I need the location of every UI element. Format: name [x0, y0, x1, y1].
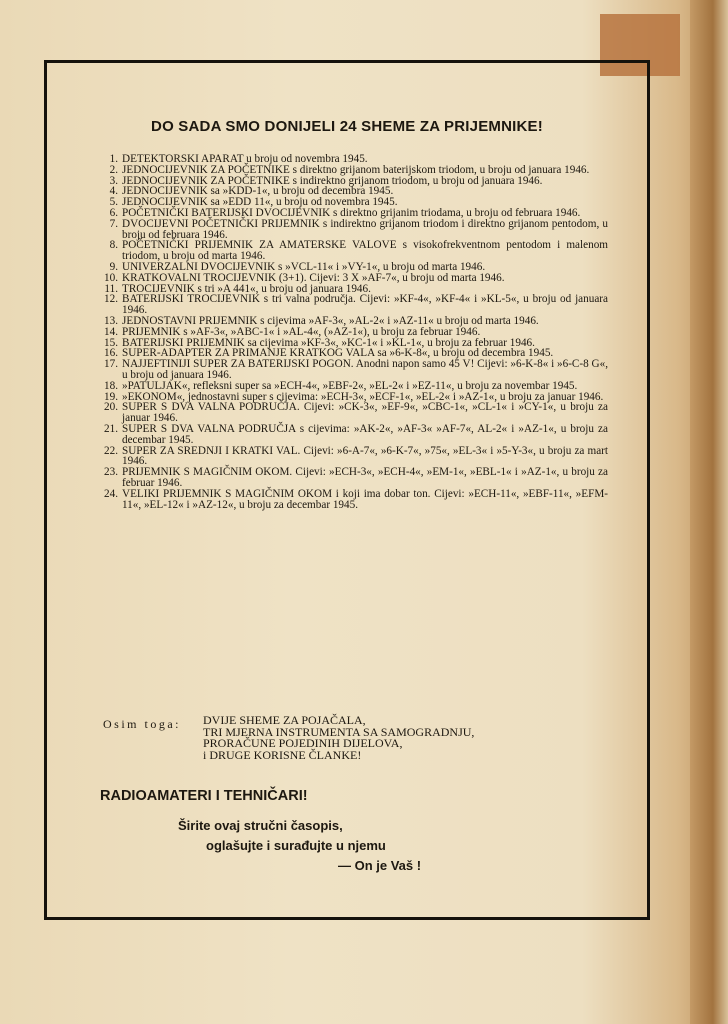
scheme-text: JEDNOCIJEVNIK sa »KDD-1«, u broju od decembra 1945. — [122, 185, 394, 198]
scheme-item — [96, 402, 608, 424]
scheme-item — [96, 294, 608, 316]
scheme-text: SUPER-ADAPTER ZA PRIMANJE KRATKOG VALA sa »6-K-8«, u broju od decembra 1945. — [122, 347, 554, 360]
scheme-number: 14. — [104, 325, 118, 338]
scheme-number: 5. — [109, 196, 118, 209]
scheme-item — [96, 359, 608, 381]
scheme-item — [96, 467, 608, 489]
scheme-number: 19. — [104, 390, 118, 403]
scheme-text: BATERIJSKI TROCIJEVNIK s tri valna područja. Cijevi: »KF-4«, »KF-4« i »KL-5«, u broju od januara 1946. — [122, 293, 608, 317]
promo-text — [178, 816, 508, 876]
scheme-text: DETEKTORSKI APARAT u broju od novembra 1945. — [122, 153, 368, 165]
scheme-text: PRIJEMNIK s »AF-3«, »ABC-1« i »AL-4«, (»AZ-1«), u broju za februar 1946. — [122, 325, 481, 338]
scheme-number: 23. — [104, 466, 118, 479]
scheme-text: »EKONOM«, jednostavni super s cijevima: »ECH-3«, »ECF-1«, »EL-2« i »AZ-1«, u broju za januar 1946. — [122, 390, 604, 403]
also-included-item: DVIJE SHEME ZA POJAČALA, — [203, 713, 366, 727]
scheme-text: NAJJEFTINIJI SUPER ZA BATERIJSKI POGON. Anodni napon samo 45 V! Cijevi: »6-K-8« i »6-C-8 G«, u broju od januara 1946. — [122, 358, 608, 381]
scheme-number: 6. — [109, 206, 118, 219]
scheme-item — [96, 446, 608, 468]
also-included-item: i DRUGE KORISNE ČLANKE! — [203, 747, 362, 762]
scheme-number: 17. — [104, 358, 118, 371]
scheme-text: SUPER S DVA VALNA PODRUČJA. Cijevi: »CK-3«, »EF-9«, »CBC-1«, »CL-1« i »CY-1«, u broju za januar 1946. — [122, 401, 608, 425]
scheme-item — [96, 327, 608, 338]
scheme-number: 9. — [109, 260, 118, 273]
scheme-number: 24. — [104, 487, 118, 500]
scheme-text: SUPER S DVA VALNA PODRUČJA s cijevima: »AK-2«, »AF-3« »AF-7«, AL-2« i »AZ-1«, u broju za decembar 1945. — [122, 422, 608, 446]
scheme-item — [96, 219, 608, 241]
scheme-text: KRATKOVALNI TROCIJEVNIK (3+1). Cijevi: 3 X »AF-7«, u broju od marta 1946. — [122, 271, 505, 284]
scheme-text: SUPER ZA SREDNJI I KRATKI VAL. Cijevi: »6-A-7«, »6-K-7«, »75«, »EL-3« i »5-Y-3«, u broju za mart 1946. — [122, 444, 608, 468]
promo-line: oglašujte i surađujte u njemu — [206, 838, 386, 853]
scheme-text: JEDNOCIJEVNIK sa »EDD 11«, u broju od novembra 1945. — [122, 196, 398, 209]
scheme-text: VELIKI PRIJEMNIK S MAGIČNIM OKOM i koji ima dobar ton. Cijevi: »ECH-11«, »EBF-11«, »EFM-11«, »EL-12« i »AZ-12«, u broju za decembar 1945. — [122, 487, 608, 511]
scheme-number: 4. — [109, 185, 118, 198]
scheme-text: DVOCIJEVNI POČETNIČKI PRIJEMNIK s indirektno grijanom triodom i direktno grijanom pentodom, u broju od februara 1946. — [122, 217, 608, 241]
scheme-text: JEDNOSTAVNI PRIJEMNIK s cijevima »AF-3«, »AL-2« i »AZ-11« u broju od marta 1946. — [122, 314, 539, 327]
promo-line: — On je Vaš ! — [338, 858, 422, 873]
scheme-item — [96, 240, 608, 262]
scheme-number: 3. — [109, 174, 118, 187]
scheme-number: 13. — [104, 314, 118, 327]
scheme-number: 15. — [104, 336, 118, 349]
scheme-number: 20. — [104, 401, 118, 414]
scheme-number: 21. — [104, 422, 118, 435]
scheme-text: JEDNOCIJEVNIK ZA POČETNIKE s direktno grijanom baterijskom triodom, u broju od januara 1946. — [122, 163, 590, 176]
scheme-item — [96, 165, 608, 176]
scheme-item — [96, 489, 608, 511]
also-included-item: PRORAČUNE POJEDINIH DIJELOVA, — [203, 736, 403, 750]
scheme-text: UNIVERZALNI DVOCIJEVNIK s »VCL-11« i »VY-1«, u broju od marta 1946. — [122, 260, 486, 273]
scheme-text: POČETNIČKI BATERIJSKI DVOCIJEVNIK s direktno grijanim triodama, u broju od februara 1946. — [122, 206, 581, 219]
scheme-text: »PATULJAK«, refleksni super sa »ECH-4«, »EBF-2«, »EL-2« i »EZ-11«, u broju za novembar 1945. — [122, 379, 578, 392]
scheme-text: BATERIJSKI PRIJEMNIK sa cijevima »KF-3«, »KC-1« i »KL-1«, u broju za februar 1946. — [122, 336, 535, 349]
scheme-number: 1. — [109, 153, 118, 165]
worn-page-edge — [690, 0, 728, 1024]
scheme-text: POČETNIČKI PRIJEMNIK ZA AMATERSKE VALOVE s visokofrekventnom pentodom i malenom triodom, u broju od marta 1946. — [122, 239, 608, 263]
scheme-number: 11. — [104, 282, 118, 295]
scheme-number: 12. — [104, 293, 118, 306]
scheme-number: 22. — [104, 444, 118, 457]
also-included — [103, 715, 603, 761]
also-included-item: TRI MJERNA INSTRUMENTA SA SAMOGRADNJU, — [203, 724, 475, 739]
scheme-text: PRIJEMNIK S MAGIČNIM OKOM. Cijevi: »ECH-3«, »ECH-4«, »EM-1«, »EBL-1« i »AZ-1«, u broju za februar 1946. — [122, 466, 608, 489]
also-included-label: Osim toga: — [103, 717, 181, 731]
scheme-number: 8. — [109, 239, 118, 252]
headline: DO SADA SMO DONIJELI 24 SHEME ZA PRIJEMNIKE! — [151, 118, 543, 135]
scheme-item — [96, 424, 608, 446]
scheme-number: 16. — [104, 347, 118, 360]
scheme-text: TROCIJEVNIK s tri »A 441«, u broju od januara 1946. — [122, 282, 371, 295]
also-included-list — [203, 715, 474, 761]
scheme-number: 10. — [104, 271, 118, 284]
scheme-number: 7. — [109, 217, 118, 230]
scheme-number: 18. — [104, 379, 118, 392]
promo-line: Širite ovaj stručni časopis, — [178, 818, 343, 833]
scheme-text: JEDNOCIJEVNIK ZA POČETNIKE s indirektno grijanom triodom, u broju od januara 1946. — [122, 174, 543, 187]
scheme-number: 2. — [109, 163, 118, 176]
slogan: RADIOAMATERI I TEHNIČARI! — [100, 788, 308, 804]
scheme-item — [96, 381, 608, 392]
scheme-list — [96, 154, 608, 510]
scheme-item — [96, 273, 608, 284]
